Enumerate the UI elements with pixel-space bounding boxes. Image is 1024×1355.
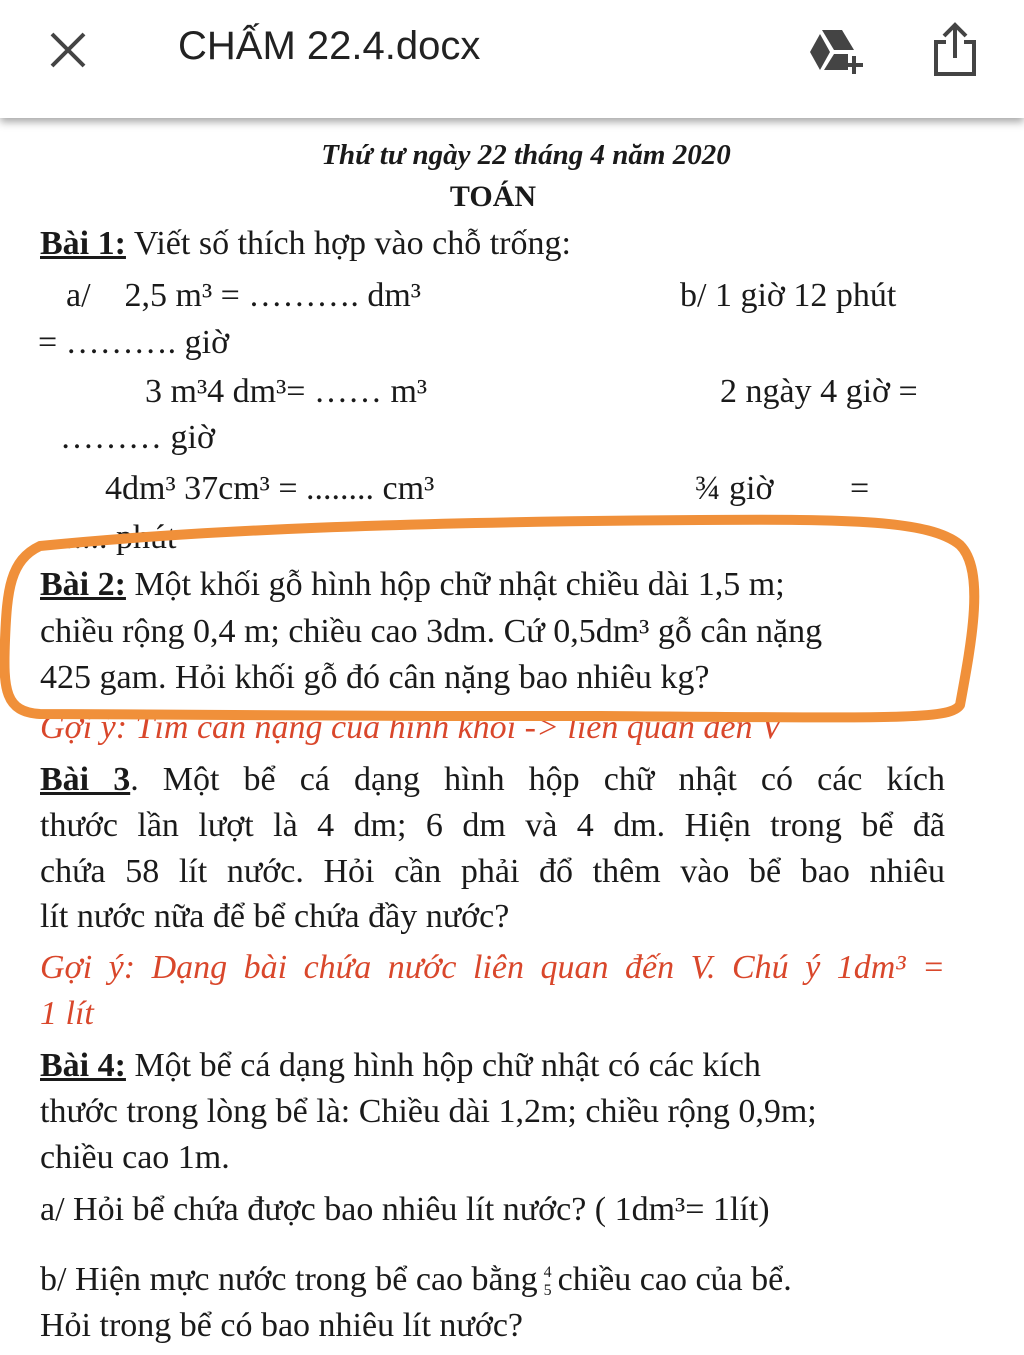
doc-date: Thứ tư ngày 22 tháng 4 năm 2020 [321, 139, 731, 171]
bai3-text: . Một bể cá dạng hình hộp chữ nhật có các kích [130, 761, 945, 798]
bai4-line-1 [40, 1046, 761, 1086]
bai4-text: Một bể cá dạng hình hộp chữ nhật có các kích [125, 1047, 761, 1084]
bai1-a2: 3 m³4 dm³= …… m³ [145, 373, 428, 410]
document-title: CHẤM 22.4.docx [178, 24, 481, 68]
bai3-line-4: lít nước nữa để bể chứa đầy nước? [40, 898, 510, 935]
bai1-text: Viết số thích hợp vào chỗ trống: [125, 225, 571, 262]
bai1-b1-cont: = ………. giờ [38, 324, 230, 361]
bai1-b3: ¾ giờ [695, 470, 774, 507]
bai1-a1: a/ 2,5 m³ = ………. dm³ [66, 277, 421, 314]
top-bar [0, 0, 1024, 118]
bai1-b2-cont: ……… giờ [60, 419, 215, 456]
bai4-line-3: chiều cao 1m. [40, 1139, 230, 1176]
close-icon[interactable] [48, 30, 88, 70]
bai1-heading [40, 224, 571, 264]
bai1-a3: 4dm³ 37cm³ = ........ cm³ [105, 470, 435, 507]
google-drive-add-icon[interactable] [808, 26, 866, 76]
bai1-b2: 2 ngày 4 giờ = [720, 373, 918, 410]
bai2-line-1 [40, 565, 785, 605]
bai2-line-3: 425 gam. Hỏi khối gỗ đó cân nặng bao nhiêu kg? [40, 659, 710, 696]
bai1-b3-cont: ....... phút [48, 519, 177, 556]
bai4-b-text: b/ Hiện mực nước trong bể cao bằng [40, 1261, 538, 1298]
bai2-label: Bài 2: [40, 566, 126, 603]
bai2-line-2: chiều rộng 0,4 m; chiều cao 3dm. Cứ 0,5dm³ gỗ cân nặng [40, 613, 823, 650]
bai4-line-2: thước trong lòng bể là: Chiều dài 1,2m; chiều rộng 0,9m; [40, 1093, 817, 1130]
bai4-b2: Hỏi trong bể có bao nhiêu lít nước? [40, 1307, 524, 1344]
fraction [544, 1264, 552, 1300]
bai2-hint: Gợi ý: Tìm cân nặng của hình khối -> liên quan đến V [40, 709, 782, 746]
doc-subject: TOÁN [449, 180, 537, 213]
bai4-b [40, 1260, 792, 1300]
bai4-a: a/ Hỏi bể chứa được bao nhiêu lít nước? ( 1dm³= 1lít) [40, 1191, 770, 1228]
bai1-b1: b/ 1 giờ 12 phút [680, 277, 897, 314]
bai3-line-1 [40, 760, 945, 800]
bai3-line-3: chứa 58 lít nước. Hỏi cần phải đổ thêm vào bể bao nhiêu [40, 853, 945, 890]
fraction-numerator: 4 [543, 1264, 552, 1282]
share-icon[interactable] [932, 22, 978, 78]
bai3-hint-2: 1 lít [40, 995, 94, 1032]
bai2-text: Một khối gỗ hình hộp chữ nhật chiều dài 1,5 m; [125, 566, 785, 603]
bai3-hint-1: Gợi ý: Dạng bài chứa nước liên quan đến V. Chú ý 1dm³ = [40, 949, 945, 986]
bai4-b-text-end: chiều cao của bể. [557, 1261, 792, 1298]
bai3-line-2: thước lần lượt là 4 dm; 6 dm và 4 dm. Hiện trong bể đã [40, 807, 945, 844]
bai1-label: Bài 1: [40, 225, 126, 262]
bai3-label: Bài 3 [40, 761, 131, 798]
bai4-label: Bài 4: [40, 1047, 126, 1084]
bai1-b3-eq: = [850, 470, 870, 507]
fraction-denominator: 5 [543, 1282, 552, 1300]
